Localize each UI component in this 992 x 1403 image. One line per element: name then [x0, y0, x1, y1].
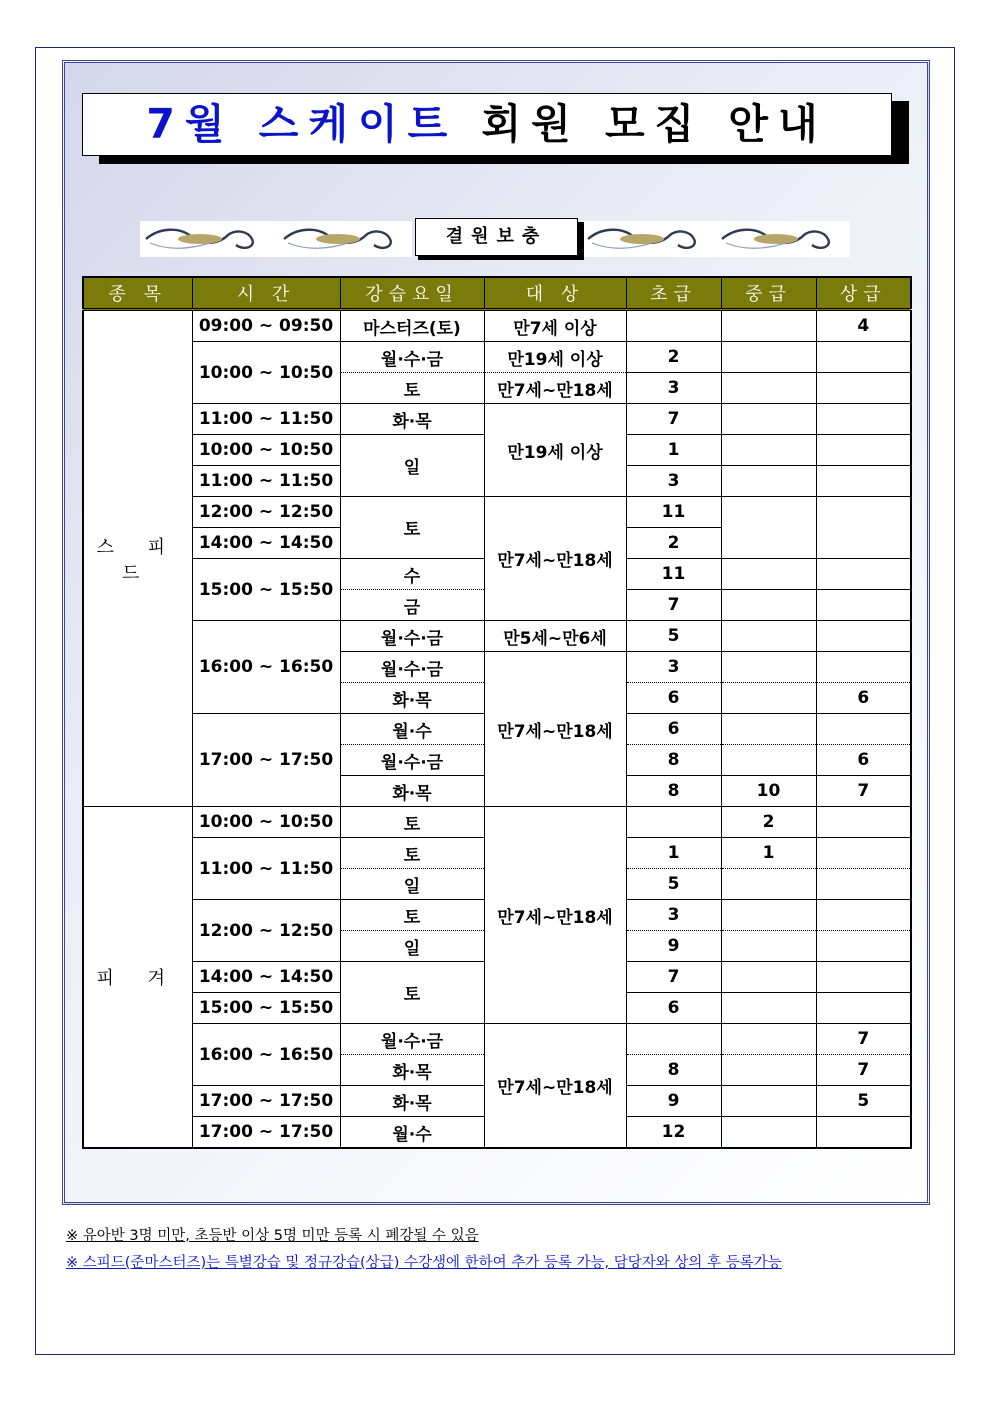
table-row	[83, 342, 911, 373]
title-black-part: 회원 모집 안내	[457, 100, 828, 148]
advanced-cell	[816, 714, 911, 745]
beginner-cell: 8	[626, 776, 721, 807]
advanced-cell	[816, 838, 911, 869]
beginner-cell	[626, 807, 721, 838]
intermediate-cell	[721, 466, 816, 497]
header-day: 강습요일	[340, 277, 484, 310]
beginner-cell: 6	[626, 683, 721, 714]
time-cell: 15:00 ~ 15:50	[192, 993, 340, 1024]
note-masters-registration: ※ 스피드(준마스터즈)는 특별강습 및 정규강습(상급) 수강생에 한하여 추가 등록 가능, 담당자와 상의 후 등록가능	[66, 1255, 782, 1271]
header-beginner: 초급	[626, 277, 721, 310]
intermediate-cell	[721, 683, 816, 714]
target-cell: 만7세~만18세	[484, 807, 626, 1024]
category-figure: 피 겨	[83, 807, 192, 1149]
day-cell: 월·수	[340, 714, 484, 745]
intermediate-cell	[721, 373, 816, 404]
target-cell: 만5세~만6세	[484, 621, 626, 652]
beginner-cell: 11	[626, 559, 721, 590]
time-cell: 09:00 ~ 09:50	[192, 310, 340, 342]
left-ornament	[140, 221, 412, 257]
beginner-cell	[626, 310, 721, 342]
advanced-cell	[816, 931, 911, 962]
time-cell: 17:00 ~ 17:50	[192, 1117, 340, 1149]
day-cell: 마스터즈(토)	[340, 310, 484, 342]
advanced-cell	[816, 404, 911, 435]
intermediate-cell	[721, 1117, 816, 1149]
table-row	[83, 621, 911, 652]
time-cell: 10:00 ~ 10:50	[192, 435, 340, 466]
advanced-cell: 6	[816, 745, 911, 776]
beginner-cell: 8	[626, 1055, 721, 1086]
intermediate-cell	[721, 497, 816, 559]
day-cell: 일	[340, 931, 484, 962]
day-cell: 토	[340, 900, 484, 931]
time-cell: 11:00 ~ 11:50	[192, 404, 340, 435]
intermediate-cell	[721, 1086, 816, 1117]
day-cell: 화·목	[340, 683, 484, 714]
category-speed: 스 피 드	[83, 310, 192, 807]
target-cell: 만7세 이상	[484, 310, 626, 342]
day-cell: 월·수·금	[340, 342, 484, 373]
intermediate-cell	[721, 652, 816, 683]
target-cell: 만7세~만18세	[484, 497, 626, 621]
table-row	[83, 497, 911, 528]
beginner-cell: 9	[626, 1086, 721, 1117]
beginner-cell: 12	[626, 1117, 721, 1149]
advanced-cell	[816, 962, 911, 993]
time-cell: 16:00 ~ 16:50	[192, 1024, 340, 1086]
intermediate-cell	[721, 1024, 816, 1055]
beginner-cell: 3	[626, 900, 721, 931]
beginner-cell: 1	[626, 435, 721, 466]
intermediate-cell	[721, 993, 816, 1024]
advanced-cell	[816, 590, 911, 621]
day-cell: 토	[340, 807, 484, 838]
advanced-cell	[816, 869, 911, 900]
intermediate-cell	[721, 404, 816, 435]
beginner-cell: 6	[626, 993, 721, 1024]
advanced-cell: 6	[816, 683, 911, 714]
time-cell: 10:00 ~ 10:50	[192, 342, 340, 404]
time-cell: 11:00 ~ 11:50	[192, 466, 340, 497]
beginner-cell	[626, 1024, 721, 1055]
target-cell: 만7세~만18세	[484, 652, 626, 807]
beginner-cell: 11	[626, 497, 721, 528]
beginner-cell: 1	[626, 838, 721, 869]
intermediate-cell	[721, 931, 816, 962]
time-cell: 17:00 ~ 17:50	[192, 1086, 340, 1117]
time-cell: 10:00 ~ 10:50	[192, 807, 340, 838]
intermediate-cell: 1	[721, 838, 816, 869]
right-ornament	[582, 221, 850, 257]
intermediate-cell	[721, 714, 816, 745]
target-cell: 만7세~만18세	[484, 1024, 626, 1149]
title-blue-part: 7월 스케이트	[146, 100, 458, 148]
advanced-cell	[816, 497, 911, 559]
time-cell: 15:00 ~ 15:50	[192, 559, 340, 621]
advanced-cell: 5	[816, 1086, 911, 1117]
day-cell: 월·수·금	[340, 621, 484, 652]
advanced-cell	[816, 993, 911, 1024]
day-cell: 월·수·금	[340, 1024, 484, 1055]
beginner-cell: 2	[626, 528, 721, 559]
header-target: 대 상	[484, 277, 626, 310]
intermediate-cell	[721, 559, 816, 590]
beginner-cell: 7	[626, 404, 721, 435]
intermediate-cell: 10	[721, 776, 816, 807]
advanced-cell	[816, 559, 911, 590]
beginner-cell: 3	[626, 652, 721, 683]
advanced-cell: 7	[816, 1055, 911, 1086]
note-closure-policy: ※ 유아반 3명 미만, 초등반 이상 5명 미만 등록 시 폐강될 수 있음	[66, 1228, 479, 1244]
time-cell: 12:00 ~ 12:50	[192, 497, 340, 528]
beginner-cell: 7	[626, 962, 721, 993]
header-time: 시 간	[192, 277, 340, 310]
day-cell: 화·목	[340, 1055, 484, 1086]
intermediate-cell	[721, 962, 816, 993]
table-row	[83, 1024, 911, 1055]
time-cell: 14:00 ~ 14:50	[192, 962, 340, 993]
beginner-cell: 9	[626, 931, 721, 962]
advanced-cell	[816, 373, 911, 404]
table-row	[83, 310, 911, 342]
beginner-cell: 5	[626, 621, 721, 652]
advanced-cell	[816, 900, 911, 931]
beginner-cell: 3	[626, 466, 721, 497]
day-cell: 토	[340, 373, 484, 404]
time-cell: 14:00 ~ 14:50	[192, 528, 340, 559]
day-cell: 금	[340, 590, 484, 621]
time-cell: 11:00 ~ 11:50	[192, 838, 340, 900]
advanced-cell	[816, 652, 911, 683]
advanced-cell	[816, 621, 911, 652]
intermediate-cell	[721, 745, 816, 776]
advanced-cell	[816, 466, 911, 497]
day-cell: 수	[340, 559, 484, 590]
beginner-cell: 8	[626, 745, 721, 776]
table-header-row	[83, 277, 911, 310]
advanced-cell: 7	[816, 1024, 911, 1055]
header-intermediate: 중급	[721, 277, 816, 310]
advanced-cell	[816, 435, 911, 466]
intermediate-cell: 2	[721, 807, 816, 838]
beginner-cell: 2	[626, 342, 721, 373]
intermediate-cell	[721, 1055, 816, 1086]
day-cell: 일	[340, 869, 484, 900]
time-cell: 16:00 ~ 16:50	[192, 621, 340, 714]
time-cell: 12:00 ~ 12:50	[192, 900, 340, 962]
day-cell: 일	[340, 435, 484, 497]
day-cell: 월·수·금	[340, 745, 484, 776]
time-cell: 17:00 ~ 17:50	[192, 714, 340, 807]
advanced-cell	[816, 807, 911, 838]
vacancy-badge: 결원보충	[415, 218, 578, 256]
intermediate-cell	[721, 590, 816, 621]
advanced-cell: 7	[816, 776, 911, 807]
intermediate-cell	[721, 435, 816, 466]
day-cell: 토	[340, 838, 484, 869]
advanced-cell: 4	[816, 310, 911, 342]
target-cell: 만19세 이상	[484, 342, 626, 373]
day-cell: 토	[340, 497, 484, 559]
intermediate-cell	[721, 869, 816, 900]
advanced-cell	[816, 342, 911, 373]
beginner-cell: 5	[626, 869, 721, 900]
table-row	[83, 807, 911, 838]
beginner-cell: 6	[626, 714, 721, 745]
day-cell: 토	[340, 962, 484, 1024]
header-advanced: 상급	[816, 277, 911, 310]
advanced-cell	[816, 1117, 911, 1149]
beginner-cell: 7	[626, 590, 721, 621]
day-cell: 화·목	[340, 404, 484, 435]
intermediate-cell	[721, 621, 816, 652]
beginner-cell: 3	[626, 373, 721, 404]
intermediate-cell	[721, 310, 816, 342]
table-row	[83, 404, 911, 435]
schedule-table	[82, 276, 912, 1149]
intermediate-cell	[721, 900, 816, 931]
header-sport: 종 목	[83, 277, 192, 310]
day-cell: 월·수·금	[340, 652, 484, 683]
target-cell: 만7세~만18세	[484, 373, 626, 404]
target-cell: 만19세 이상	[484, 404, 626, 497]
page-title	[82, 93, 892, 156]
day-cell: 화·목	[340, 1086, 484, 1117]
day-cell: 월·수	[340, 1117, 484, 1149]
day-cell: 화·목	[340, 776, 484, 807]
intermediate-cell	[721, 342, 816, 373]
